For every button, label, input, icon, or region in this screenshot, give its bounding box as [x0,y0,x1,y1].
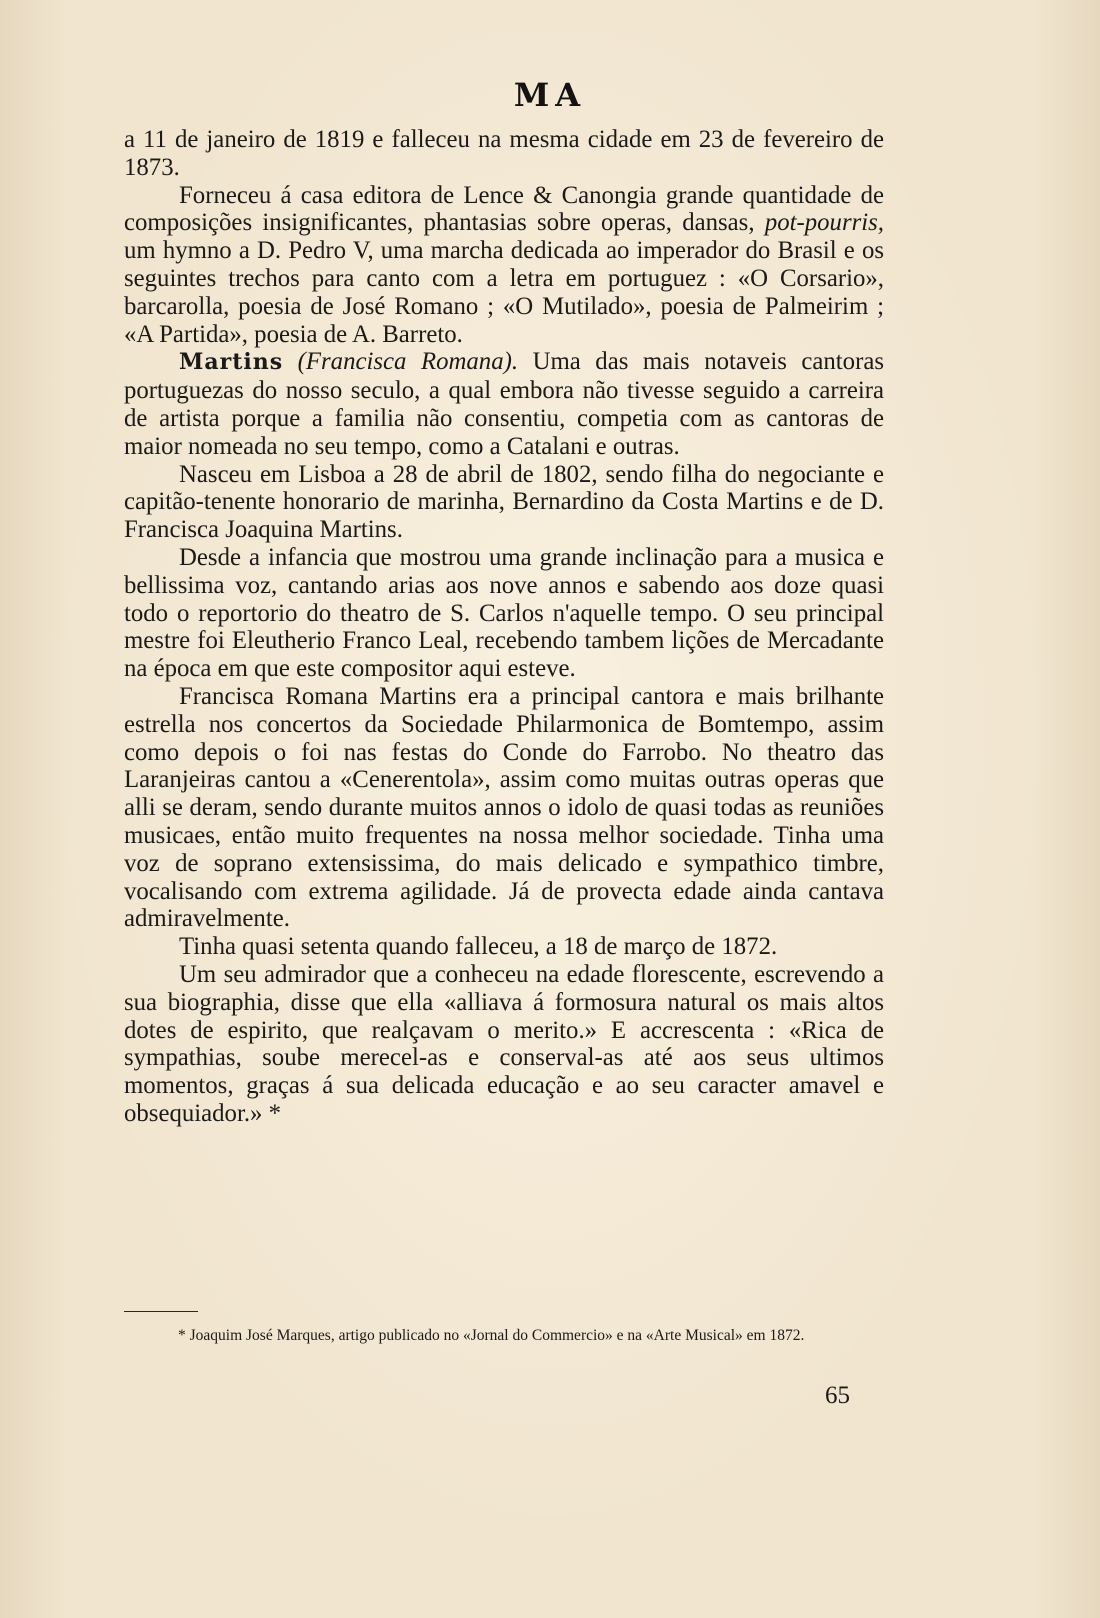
entry-subtitle: (Francisca Romana). [283,348,519,376]
paragraph-text: Uma das mais notaveis cantoras portuguezas do nosso seculo, a qual embora não tivesse seguido a carreira de artista porque a familia não consentiu, competia com as cantoras de maior nomeada no seu tempo, como a Catalani e outras. [124,348,884,460]
footnote-rule [124,1311,198,1312]
paragraph-career: Francisca Romana Martins era a principal cantora e mais brilhante estrella nos concertos da Sociedade Philarmonica de Bomtempo, assim como depois o foi nas festas do Conde do Farrobo. No theatro das Laranjeiras cantou a «Cenerentola», assim como muitas outras operas que alli se deram, sendo durante muitos annos o idolo de quasi todas as reuniões musicaes, então muito frequentes na nossa melhor sociedade. Tinha uma voz de soprano extensissima, do mais delicado e sympathico timbre, vocalisando com extrema agilidade. Já de provecta edade ainda cantava admiravelmente. [124,682,884,933]
paragraph-admirer: Um seu admirador que a conheceu na edade florescente, escrevendo a sua biographia, disse que ella «alliava á formosura natural os mais altos dotes de espirito, que realçavam o merito.» E accrescenta : «Rica de sympathias, soube merecel-as e conserval-as até aos seus ultimos momentos, graças á sua delicada educação e ao seu caracter amavel e obsequiador.» * [124,960,884,1127]
paragraph-text: um hymno a D. Pedro V, uma marcha dedicada ao imperador do Brasil e os seguintes trechos para canto com a letra em portuguez : «O Corsario», barcarolla, poesia de José Romano ; «O Mutilado», poesia de Palmeirim ; «A Partida», poesia de A. Barreto. [124,237,884,348]
italic-term: pot-pourris, [764,209,884,237]
paragraph-continuation: a 11 de janeiro de 1819 e falleceu na mesma cidade em 23 de fevereiro de 1873. [124,126,884,181]
footnote-text: * Joaquim José Marques, artigo publicado no «Jornal do Commercio» e na «Arte Musical» em 1872. [178,1327,805,1344]
footnote [124,1326,894,1345]
entry-heading: Martins [179,349,284,376]
paragraph-lence-canongia [124,182,884,349]
paragraph-text: Forneceu á casa editora de Lence & Canongia grande quantidade de composições insignificantes, phantasias sobre operas, dansas, [124,181,884,237]
body-text [124,126,884,1128]
page-number: 65 [825,1382,850,1409]
paragraph-birth: Nasceu em Lisboa a 28 de abril de 1802, sendo filha do negociante e capitão-tenente honorario de marinha, Bernardino da Costa Martins e de D. Francisca Joaquina Martins. [124,460,884,544]
paragraph-childhood: Desde a infancia que mostrou uma grande inclinação para a musica e bellissima voz, cantando arias aos nove annos e sabendo aos doze quasi todo o reportorio do theatro de S. Carlos n'aquelle tempo. O seu principal mestre foi Eleutherio Franco Leal, recebendo tambem lições de Mercadante na época em que este compositor aqui esteve. [124,543,884,683]
paragraph-death: Tinha quasi setenta quando falleceu, a 18 de março de 1872. [179,933,778,961]
entry-martins [124,348,884,460]
running-head: MA [513,76,587,114]
